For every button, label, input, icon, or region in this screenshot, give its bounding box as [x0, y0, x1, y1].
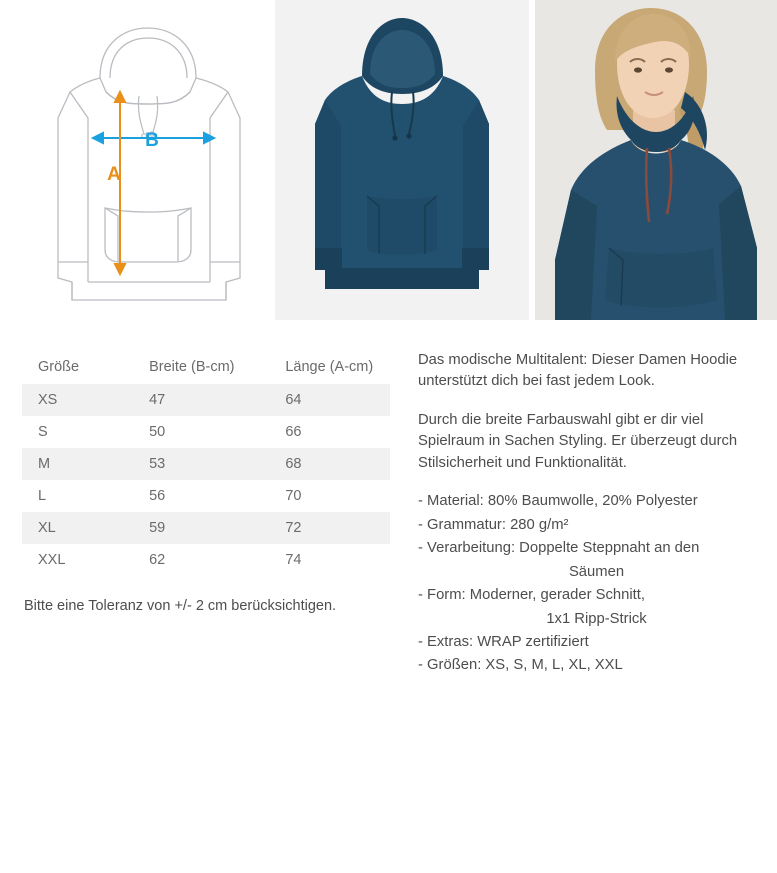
cell-width: 56 [149, 488, 166, 504]
table-row [22, 384, 390, 416]
cell-width: 53 [149, 456, 166, 472]
image-strip [0, 0, 777, 320]
table-row [22, 480, 390, 512]
spec-processing-cont: Säumen [568, 563, 625, 580]
cell-width: 62 [149, 552, 166, 568]
cell-length: 72 [285, 520, 302, 536]
size-table [22, 350, 390, 576]
description-paragraph-1: Das modische Multitalent: Dieser Damen Hoodie unterstützt dich bei fast jedem Look. [418, 352, 738, 390]
cell-width: 59 [149, 520, 166, 536]
spec-extras: - Extras: WRAP zertifiziert [418, 633, 589, 650]
hoodie-technical-drawing [0, 0, 269, 320]
cell-width: 47 [149, 392, 166, 408]
tolerance-note: Bitte eine Toleranz von +/- 2 cm berücksichtigen. [24, 598, 337, 614]
cell-length: 74 [285, 552, 302, 568]
cell-size: L [38, 488, 47, 504]
header-size: Größe [38, 359, 80, 375]
spec-form-cont: 1x1 Ripp-Strick [546, 610, 647, 627]
description-column [400, 350, 777, 679]
spec-form: - Form: Moderner, gerader Schnitt, [418, 587, 645, 604]
header-length: Länge (A-cm) [285, 359, 374, 375]
cell-size: XS [38, 392, 58, 408]
table-row [22, 512, 390, 544]
cell-length: 66 [285, 424, 302, 440]
width-label: B [145, 130, 159, 151]
table-row [22, 448, 390, 480]
table-row [22, 416, 390, 448]
header-width: Breite (B-cm) [149, 359, 235, 375]
cell-length: 64 [285, 392, 302, 408]
spec-sizes: - Größen: XS, S, M, L, XL, XXL [418, 657, 623, 674]
cell-size: S [38, 424, 48, 440]
spec-grammage: - Grammatur: 280 g/m² [418, 516, 569, 533]
table-header-row [22, 350, 390, 384]
length-label: A [107, 164, 121, 185]
cell-size: XXL [38, 552, 66, 568]
cell-length: 70 [285, 488, 302, 504]
product-photo [275, 0, 529, 320]
cell-length: 68 [285, 456, 302, 472]
spec-list [418, 491, 765, 677]
spec-material: - Material: 80% Baumwolle, 20% Polyester [418, 493, 698, 510]
cell-width: 50 [149, 424, 166, 440]
details-section [0, 320, 777, 679]
size-table-column [0, 350, 400, 679]
cell-size: XL [38, 520, 56, 536]
spec-processing: - Verarbeitung: Doppelte Steppnaht an den [418, 540, 700, 557]
description-paragraph-2: Durch die breite Farbauswahl gibt er dir viel Spielraum in Sachen Styling. Er überzeugt durch Stilsicherheit und Funktionalität. [418, 411, 738, 471]
cell-size: M [38, 456, 51, 472]
model-photo [535, 0, 777, 320]
table-row [22, 544, 390, 576]
